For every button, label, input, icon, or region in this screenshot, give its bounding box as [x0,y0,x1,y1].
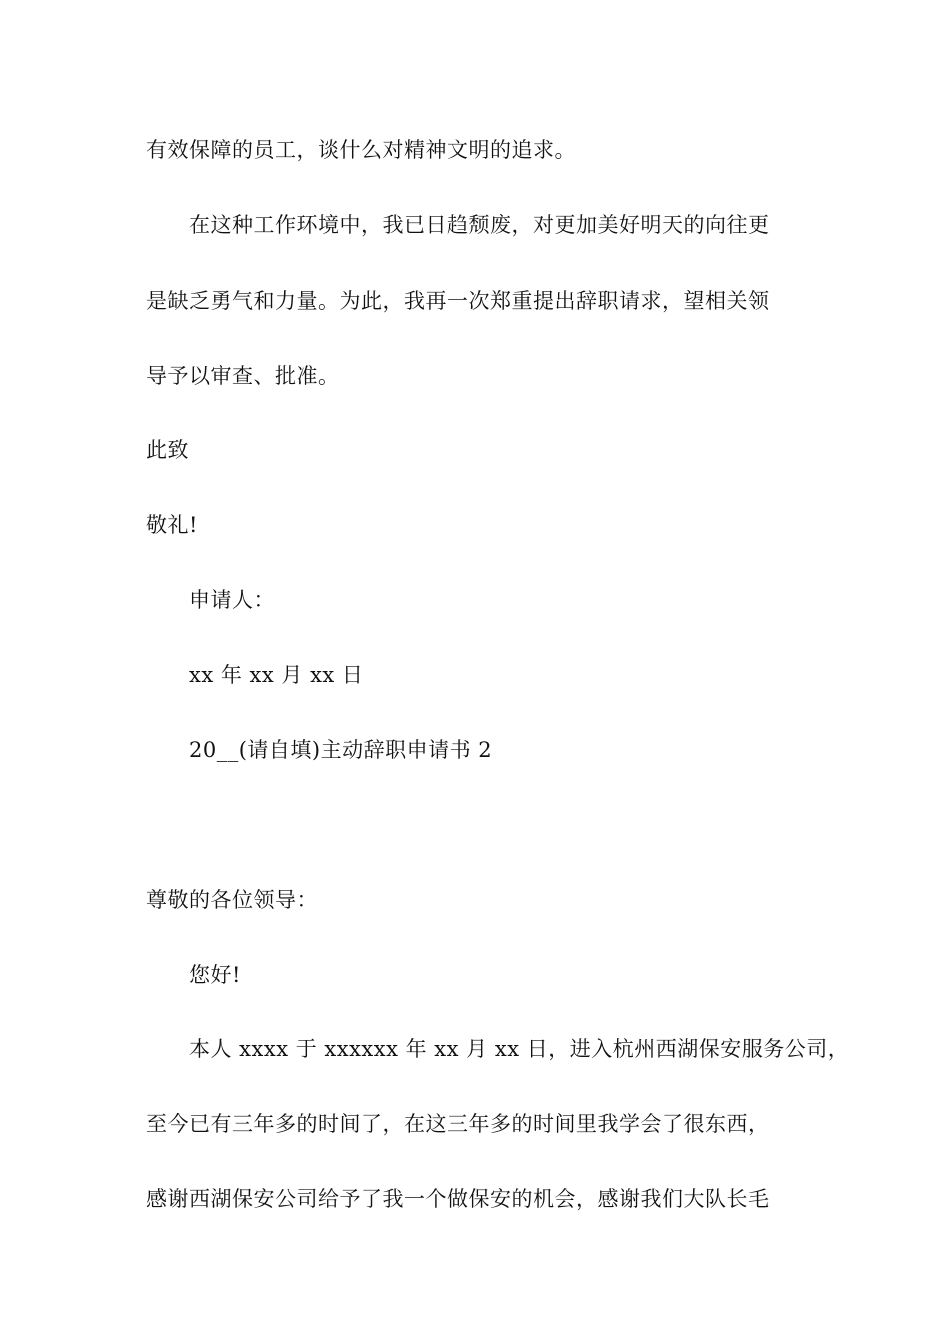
section-title: 20__(请自填)主动辞职申请书 2 [189,738,493,762]
closing-regards: 敬礼! [146,513,198,537]
date-line: xx 年 xx 月 xx 日 [189,663,364,687]
paragraph-line: 有效保障的员工，谈什么对精神文明的追求。 [146,138,576,162]
opening-line: 您好! [189,963,241,987]
paragraph-line: 本人 xxxx 于 xxxxxx 年 xx 月 xx 日，进入杭州西湖保安服务公司， [189,1037,850,1061]
paragraph-line: 是缺乏勇气和力量。为此，我再一次郑重提出辞职请求，望相关领 [146,289,770,313]
closing-salutation: 此致 [146,438,189,462]
paragraph-line: 导予以审查、批准。 [146,364,340,388]
greeting: 尊敬的各位领导： [146,888,318,912]
paragraph-line: 至今已有三年多的时间了，在这三年多的时间里我学会了很东西， [146,1112,770,1136]
paragraph-line: 在这种工作环境中，我已日趋颓废，对更加美好明天的向往更 [189,213,770,237]
paragraph-line: 感谢西湖保安公司给予了我一个做保安的机会，感谢我们大队长毛 [146,1187,770,1211]
applicant-label: 申请人： [189,588,275,612]
